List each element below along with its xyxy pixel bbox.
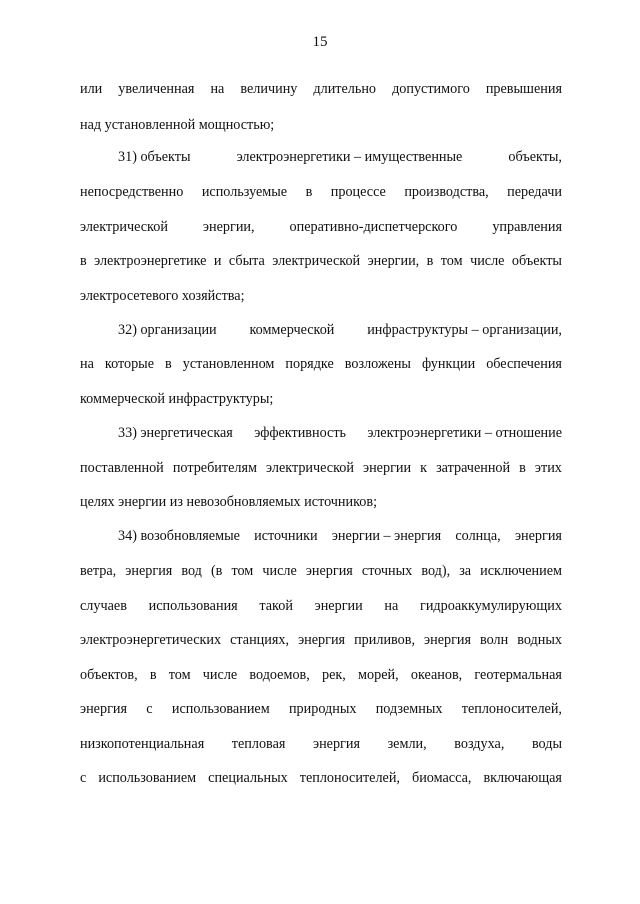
- word: ветра,: [80, 563, 117, 579]
- text-line: [80, 631, 562, 649]
- word: природных: [288, 701, 357, 717]
- word: энергия: [125, 563, 173, 579]
- word: которые: [104, 356, 155, 372]
- text-line: целях энергии из невозобновляемых источников;: [80, 494, 378, 510]
- word: электрической: [266, 460, 354, 476]
- text-line: [80, 80, 562, 98]
- word: с: [80, 770, 87, 786]
- word: сбыта: [228, 253, 265, 269]
- text-line: над установленной мощностью;: [80, 117, 275, 133]
- word: 34) возобновляемые: [118, 528, 240, 544]
- word: в: [80, 253, 87, 269]
- word: включающая: [483, 770, 562, 786]
- word: сточных: [361, 563, 413, 579]
- word: теплоносителей,: [299, 770, 400, 786]
- word: рек,: [322, 667, 346, 683]
- word: вод: [181, 563, 202, 579]
- word: 33) энергетическая: [118, 425, 233, 441]
- word: водоемов,: [249, 667, 310, 683]
- word: 31) объекты: [118, 149, 191, 165]
- word: воды: [531, 736, 562, 752]
- word: электроэнергетических: [80, 632, 222, 648]
- text-line: [80, 355, 562, 373]
- word: использования: [148, 598, 238, 614]
- word: энергии: [363, 460, 412, 476]
- word: морей,: [358, 667, 399, 683]
- word: океанов,: [410, 667, 463, 683]
- word: (в: [210, 563, 223, 579]
- page-number: 15: [312, 34, 328, 50]
- word: к: [420, 460, 428, 476]
- word: электроэнергетики – отношение: [367, 425, 562, 441]
- word: станциях,: [230, 632, 290, 648]
- word: эффективность: [254, 425, 347, 441]
- word: или: [80, 81, 103, 97]
- word: инфраструктуры – организации,: [367, 322, 562, 338]
- word: энергия: [80, 701, 128, 717]
- text-line: [80, 252, 562, 270]
- word: электрической: [80, 219, 168, 235]
- word: оперативно-диспетчерского: [289, 219, 458, 235]
- word: числе: [262, 563, 297, 579]
- word: в: [165, 356, 172, 372]
- word: производства,: [404, 184, 489, 200]
- word: исключением: [480, 563, 562, 579]
- text-line: [80, 562, 562, 580]
- text-line: [80, 666, 562, 684]
- word: возложены: [344, 356, 411, 372]
- word: теплоносителей,: [461, 701, 562, 717]
- word: в: [149, 667, 157, 683]
- text-line: [80, 735, 562, 753]
- text-line: [118, 424, 562, 442]
- word: энергия: [312, 736, 360, 752]
- word: вод),: [421, 563, 451, 579]
- text-line: [80, 597, 562, 615]
- text-line: коммерческой инфраструктуры;: [80, 391, 274, 407]
- word: энергия: [514, 528, 562, 544]
- word: числе: [470, 253, 505, 269]
- word: обеспечения: [486, 356, 562, 372]
- word: том: [440, 253, 463, 269]
- text-line: [80, 218, 562, 236]
- word: длительно: [313, 81, 377, 97]
- text-line: [118, 148, 562, 166]
- word: поставленной: [80, 460, 164, 476]
- word: допустимого: [392, 81, 470, 97]
- word: подземных: [375, 701, 443, 717]
- word: солнца,: [455, 528, 501, 544]
- word: специальных: [208, 770, 288, 786]
- word: величину: [240, 81, 298, 97]
- word: энергии: [314, 598, 363, 614]
- word: источники: [254, 528, 318, 544]
- word: том: [168, 667, 191, 683]
- word: водных: [517, 632, 562, 648]
- word: этих: [534, 460, 562, 476]
- word: передачи: [507, 184, 562, 200]
- word: земли,: [387, 736, 427, 752]
- word: низкопотенциальная: [80, 736, 205, 752]
- word: используемые: [201, 184, 288, 200]
- word: приливов,: [354, 632, 415, 648]
- text-line: [80, 183, 562, 201]
- word: использованием: [98, 770, 197, 786]
- word: энергия: [305, 563, 353, 579]
- word: геотермальная: [474, 667, 562, 683]
- word: процессе: [330, 184, 386, 200]
- text-line: [80, 459, 562, 477]
- word: энергия: [298, 632, 346, 648]
- word: и: [213, 253, 222, 269]
- word: на: [384, 598, 399, 614]
- word: за: [459, 563, 472, 579]
- word: энергии,: [202, 219, 255, 235]
- word: увеличенная: [118, 81, 195, 97]
- word: в: [305, 184, 313, 200]
- word: функции: [421, 356, 476, 372]
- word: управления: [492, 219, 562, 235]
- word: в: [426, 253, 434, 269]
- word: биомасса,: [411, 770, 472, 786]
- word: на: [80, 356, 94, 372]
- text-line: электросетевого хозяйства;: [80, 288, 245, 304]
- word: тепловая: [231, 736, 286, 752]
- word: 32) организации: [118, 322, 217, 338]
- word: электроэнергетики – имущественные: [236, 149, 463, 165]
- word: электрической: [272, 253, 361, 269]
- word: коммерческой: [249, 322, 335, 338]
- word: энергии – энергия: [331, 528, 442, 544]
- word: объекты,: [508, 149, 562, 165]
- word: потребителям: [172, 460, 257, 476]
- word: объекты: [511, 253, 562, 269]
- text-line: [80, 769, 562, 787]
- word: электроэнергетике: [94, 253, 207, 269]
- word: объектов,: [80, 667, 138, 683]
- word: установленном: [182, 356, 275, 372]
- text-line: [118, 321, 562, 339]
- word: порядке: [285, 356, 334, 372]
- word: с: [146, 701, 153, 717]
- word: превышения: [485, 81, 562, 97]
- word: непосредственно: [80, 184, 184, 200]
- word: в: [519, 460, 526, 476]
- word: энергии,: [367, 253, 420, 269]
- word: случаев: [80, 598, 127, 614]
- text-line: [80, 700, 562, 718]
- word: воздуха,: [454, 736, 505, 752]
- word: энергия: [424, 632, 472, 648]
- word: на: [210, 81, 225, 97]
- word: использованием: [171, 701, 270, 717]
- word: такой: [259, 598, 293, 614]
- word: том: [231, 563, 254, 579]
- word: гидроаккумулирующих: [420, 598, 562, 614]
- word: затраченной: [436, 460, 511, 476]
- word: волн: [480, 632, 509, 648]
- word: числе: [202, 667, 238, 683]
- text-line: [118, 527, 562, 545]
